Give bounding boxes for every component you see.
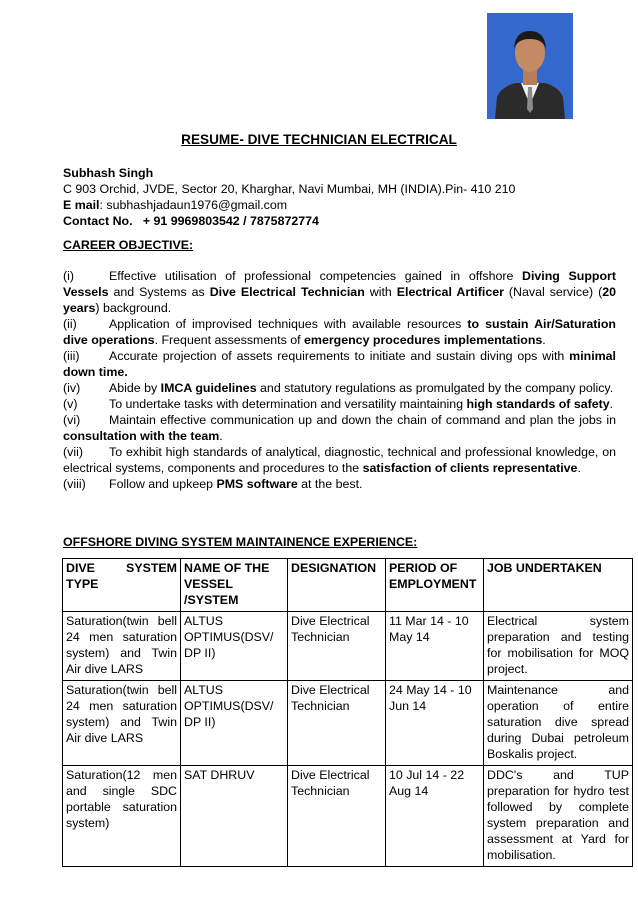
email-address[interactable]: : subhashjadaun1976@gmail.com [99, 198, 288, 212]
table-row [63, 681, 633, 766]
objective-text: Application of improvised techniques with available resources [109, 317, 468, 331]
objective-number: (iv) [63, 381, 81, 395]
header-period: PERIOD OF EMPLOYMENT [386, 559, 484, 612]
address: C 903 Orchid, JVDE, Sector 20, Kharghar, Navi Mumbai, MH (INDIA).Pin- 410 210 [63, 182, 516, 196]
cell-designation: Dive Electrical Technician [288, 612, 386, 681]
cell-job-undertaken: Electrical system preparation and testing for mobilisation for MOQ project. [484, 612, 633, 681]
table-row [63, 766, 633, 867]
objective-text: Effective utilisation of professional competencies gained in offshore [109, 269, 523, 283]
header-designation: DESIGNATION [288, 559, 386, 612]
objective-number: (v) [63, 397, 78, 411]
profile-photo [487, 13, 573, 119]
cell-designation: Dive Electrical Technician [288, 766, 386, 867]
objective-text: and statutory regulations as promulgated by the company policy. [256, 381, 614, 395]
cell-period: 10 Jul 14 - 22 Aug 14 [386, 766, 484, 867]
objective-text: Follow and upkeep [109, 477, 217, 491]
cell-job-undertaken: Maintenance and operation of entire saturation dive spread during Dubai petroleum Boskalis project. [484, 681, 633, 766]
objective-text: Accurate projection of assets requirements to initiate and sustain diving ops with [109, 349, 570, 363]
cell-vessel-name: SAT DHRUV [181, 766, 288, 867]
career-objective-heading: CAREER OBJECTIVE: [63, 238, 194, 252]
phone-line [63, 213, 616, 229]
objective-emphasis: minimal down time. [63, 349, 616, 379]
objective-item [63, 348, 616, 380]
objective-emphasis: IMCA guidelines [160, 381, 257, 395]
header-job-undertaken: JOB UNDERTAKEN [484, 559, 633, 612]
objective-text: . [577, 461, 581, 475]
objective-number: (vii) [63, 445, 83, 459]
objective-item [63, 476, 616, 492]
cell-period: 11 Mar 14 - 10 May 14 [386, 612, 484, 681]
objective-number: (i) [63, 269, 75, 283]
objective-item [63, 316, 616, 348]
objective-emphasis: Electrical Artificer [396, 285, 504, 299]
header-dive-system-type: DIVE SYSTEM TYPE [63, 559, 181, 612]
objective-number: (viii) [63, 477, 86, 491]
table-header-row [63, 559, 633, 612]
objective-item [63, 396, 616, 412]
cell-job-undertaken: DDC's and TUP preparation for hydro test followed by complete system preparation and assessment at Yard for mobilisation. [484, 766, 633, 867]
experience-table [62, 558, 633, 867]
objective-emphasis: Dive Electrical Technician [209, 285, 365, 299]
objective-text: at the best. [297, 477, 363, 491]
objective-text: . [542, 333, 546, 347]
objective-item [63, 268, 616, 316]
email-line [63, 197, 616, 213]
phone-number: + 91 9969803542 / 7875872774 [142, 214, 319, 228]
objective-text: . [609, 397, 614, 411]
header-vessel-name: NAME OF THE VESSEL /SYSTEM [181, 559, 288, 612]
objective-text: with [364, 285, 397, 299]
cell-dive-system-type: Saturation(twin bell 24 men saturation system) and Twin Air dive LARS [63, 612, 181, 681]
cell-designation: Dive Electrical Technician [288, 681, 386, 766]
objective-text: Abide by [109, 381, 161, 395]
table-row [63, 612, 633, 681]
email-label: E mail [63, 198, 100, 212]
objectives-list [63, 268, 616, 492]
objective-emphasis: Diving Support Vessels [63, 269, 616, 299]
objective-number: (iii) [63, 349, 80, 363]
cell-vessel-name: ALTUS OPTIMUS(DSV/ DP II) [181, 681, 288, 766]
contact-block [63, 165, 616, 229]
objective-text: To undertake tasks with determination and versatility maintaining [109, 397, 467, 411]
objective-number: (vi) [63, 413, 81, 427]
objective-text: Maintain effective communication up and down the chain of command and plan the jobs in [109, 413, 616, 427]
cell-dive-system-type: Saturation(12 men and single SDC portable saturation system) [63, 766, 181, 867]
person-portrait-icon [487, 13, 573, 119]
objective-emphasis: 20 years [63, 285, 616, 315]
objective-item [63, 444, 616, 476]
objective-text: ) background. [95, 301, 172, 315]
candidate-name: Subhash Singh [63, 166, 154, 180]
phone-label: Contact No. [63, 214, 133, 228]
objective-number: (ii) [63, 317, 77, 331]
objective-text: To exhibit high standards of analytical, diagnostic, technical and professional knowledge, on electrical systems, components and procedures to the [63, 445, 616, 475]
cell-period: 24 May 14 - 10 Jun 14 [386, 681, 484, 766]
cell-dive-system-type: Saturation(twin bell 24 men saturation system) and Twin Air dive LARS [63, 681, 181, 766]
objective-emphasis: high standards of safety [466, 397, 610, 411]
objective-emphasis: emergency procedures implementations [304, 333, 543, 347]
experience-heading: OFFSHORE DIVING SYSTEM MAINTAINENCE EXPERIENCE: [63, 535, 418, 549]
objective-text: . [219, 429, 223, 443]
objective-item [63, 412, 616, 444]
objective-emphasis: satisfaction of clients representative [362, 461, 578, 475]
objective-emphasis: to sustain Air/Saturation dive operations [63, 317, 616, 347]
objective-emphasis: consultation with the team [63, 429, 220, 443]
objective-text: . Frequent assessments of [154, 333, 305, 347]
resume-title: RESUME- DIVE TECHNICIAN ELECTRICAL [181, 132, 457, 147]
objective-item [63, 380, 616, 396]
objective-text: and Systems as [108, 285, 210, 299]
objective-text: (Naval service) ( [503, 285, 603, 299]
objective-emphasis: PMS software [216, 477, 298, 491]
cell-vessel-name: ALTUS OPTIMUS(DSV/ DP II) [181, 612, 288, 681]
